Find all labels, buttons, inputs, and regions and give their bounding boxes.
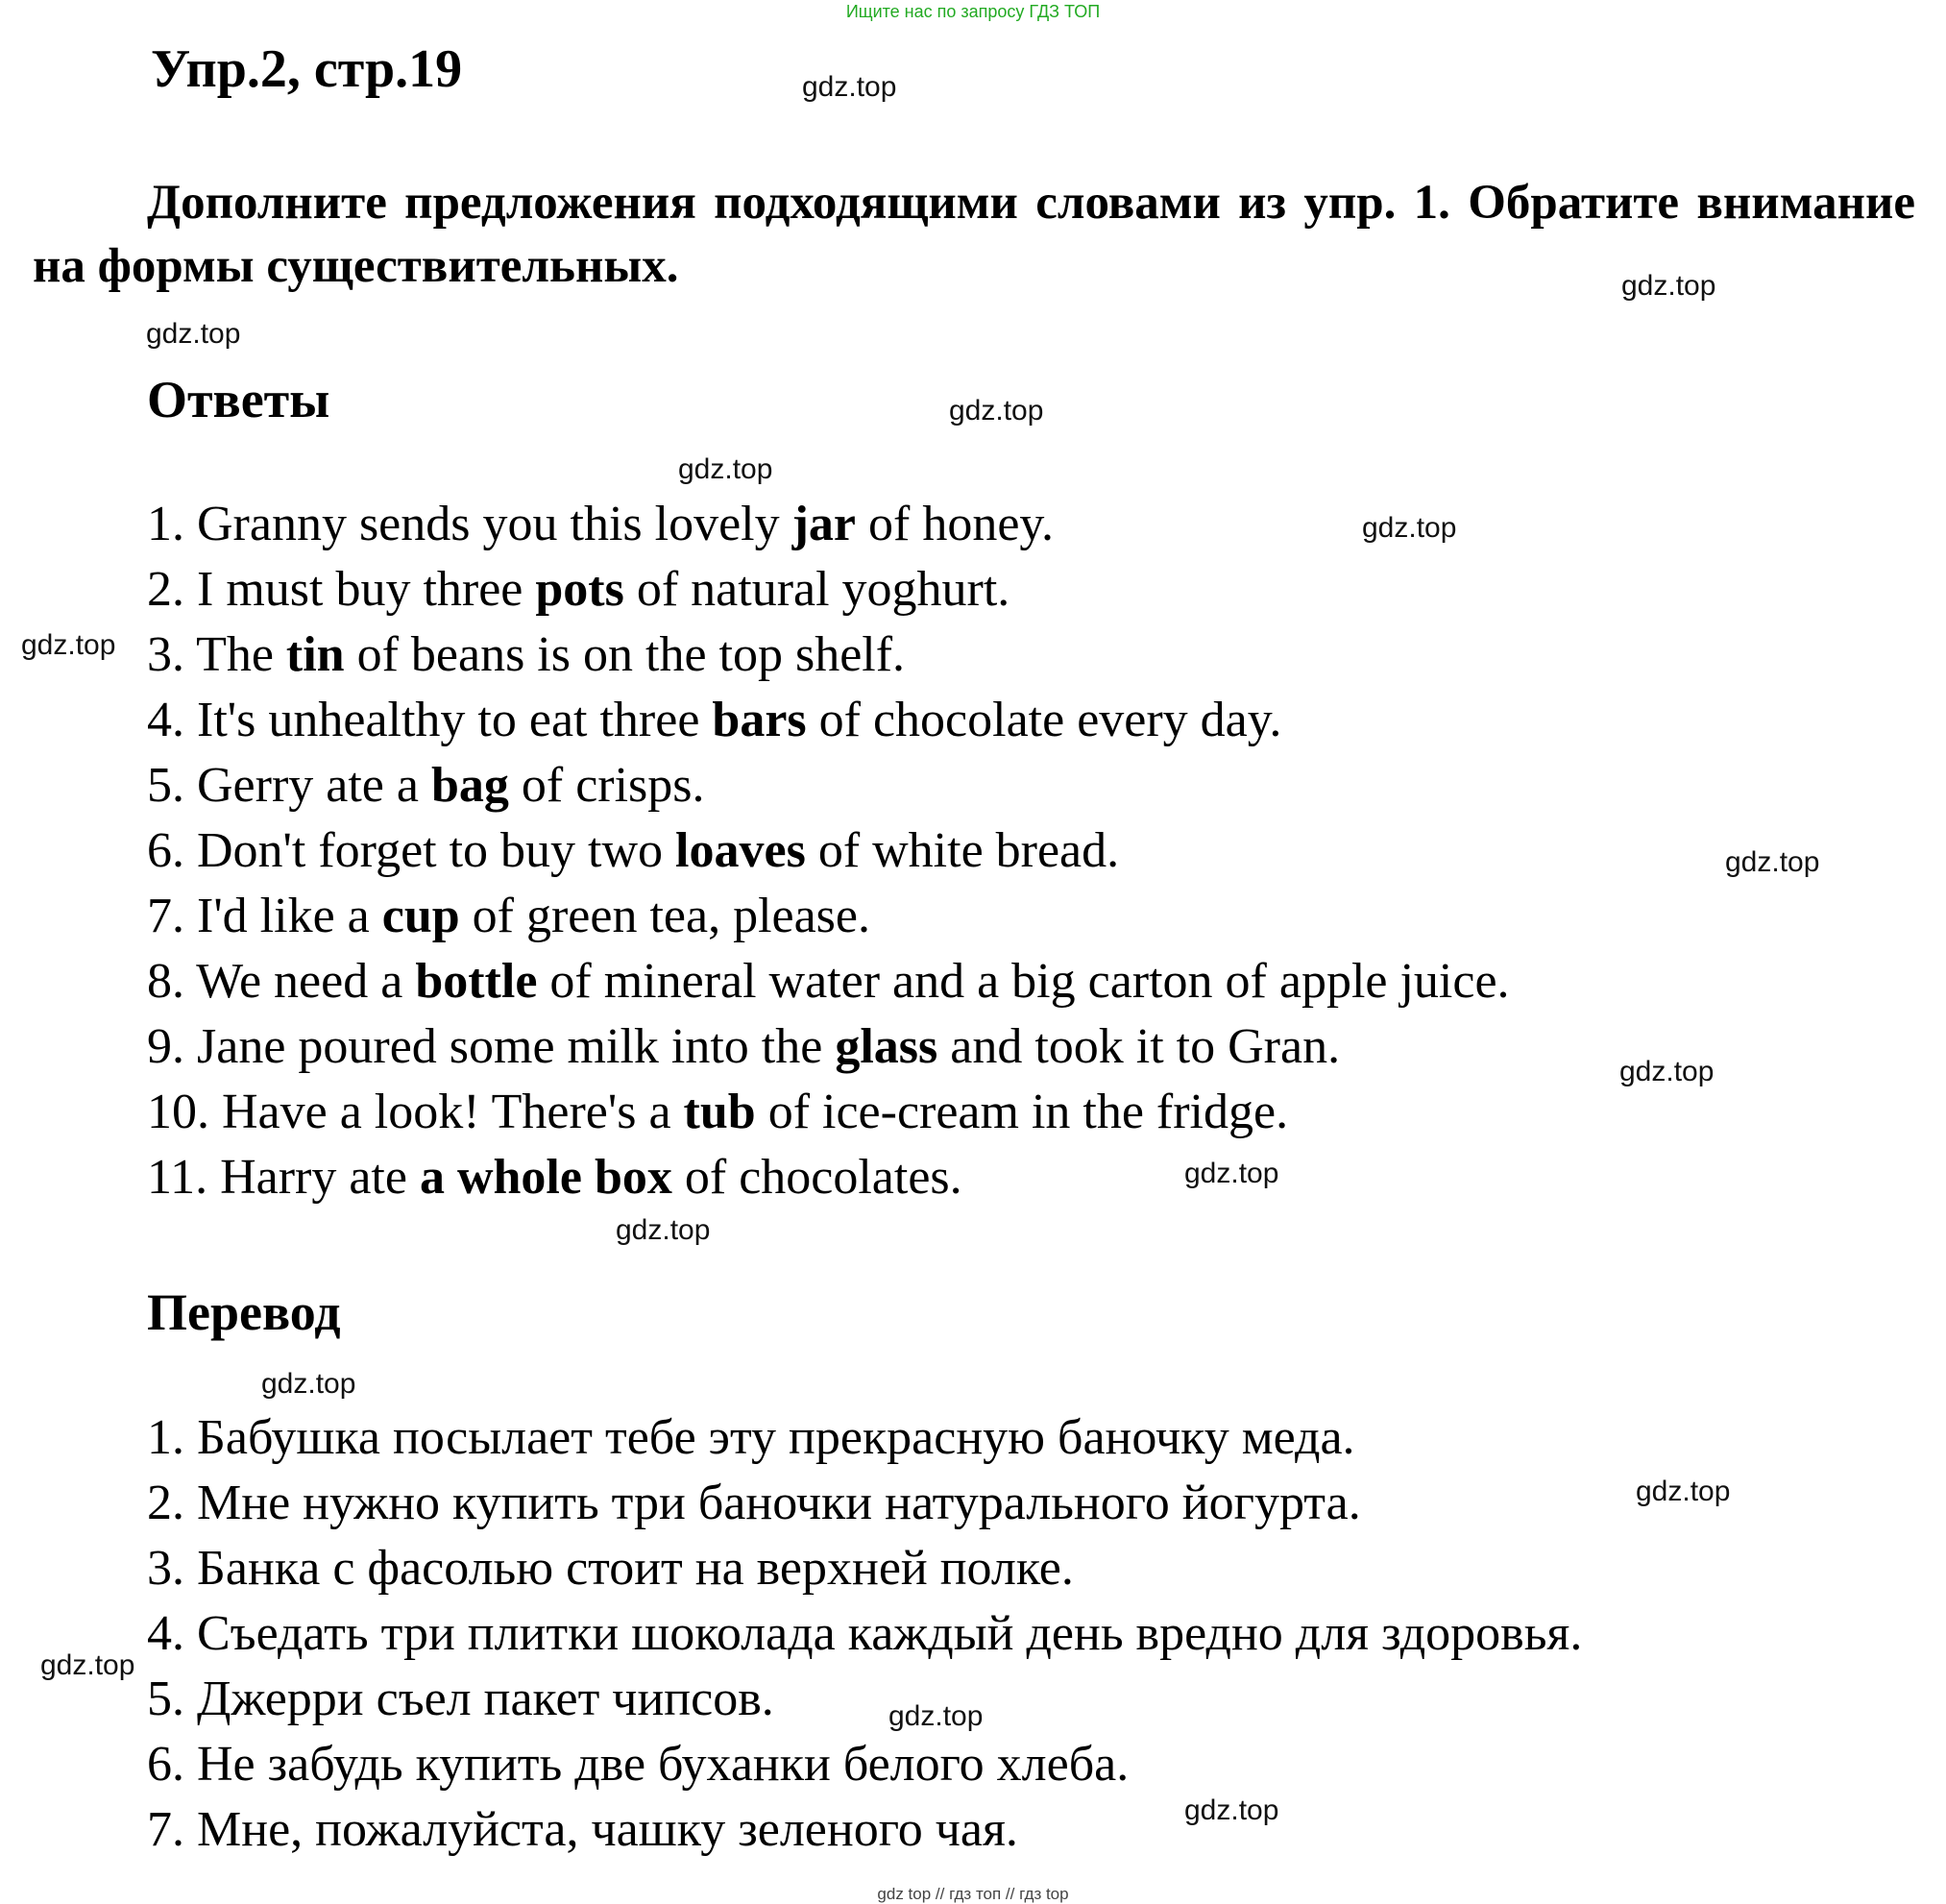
answer-number: 10. [147, 1085, 209, 1139]
answer-number: 1. [147, 497, 184, 551]
watermark: gdz.top [1725, 846, 1820, 878]
answer-line [147, 561, 1009, 618]
watermark: gdz.top [678, 453, 773, 485]
page-title: Упр.2, стр.19 [151, 39, 463, 99]
answer-text: Have a look! There's a [222, 1085, 684, 1139]
answer-text: Granny sends you this lovely [197, 497, 792, 551]
watermark: gdz.top [1362, 512, 1457, 544]
answer-keyword: bars [712, 693, 807, 747]
answer-text: of natural yoghurt. [623, 562, 1010, 617]
footer-text: gdz top // гдз топ // гдз top [877, 1885, 1069, 1903]
answer-number: 6. [147, 823, 184, 878]
translation-line: 2. Мне нужно купить три баночки натурального йогурта. [147, 1476, 1361, 1530]
watermark: gdz.top [1621, 270, 1716, 302]
answer-keyword: glass [835, 1019, 938, 1074]
answer-line [147, 1084, 1288, 1140]
answer-keyword: tub [683, 1085, 756, 1139]
answer-text: of green tea, please. [459, 889, 870, 943]
answer-text: Harry ate [220, 1150, 420, 1205]
answer-keyword: bottle [415, 954, 538, 1009]
answer-line [147, 1018, 1340, 1075]
answer-text: Don't forget to buy two [197, 823, 676, 878]
answer-keyword: a whole box [419, 1150, 672, 1205]
answer-text: The [196, 627, 286, 682]
answer-keyword: pots [535, 562, 624, 617]
watermark: gdz.top [40, 1649, 135, 1681]
answer-keyword: tin [285, 627, 345, 682]
watermark: gdz.top [261, 1368, 356, 1400]
answer-number: 7. [147, 889, 184, 943]
translation-line: 5. Джерри съел пакет чипсов. [147, 1672, 774, 1726]
answer-line [147, 822, 1119, 879]
translation-heading: Перевод [147, 1283, 341, 1341]
answer-number: 11. [147, 1150, 208, 1205]
translation-line: 4. Съедать три плитки шоколада каждый день вредно для здоровья. [147, 1606, 1583, 1661]
answer-text: of mineral water and a big carton of apple juice. [537, 954, 1510, 1009]
answer-number: 9. [147, 1019, 184, 1074]
answer-text: of honey. [856, 497, 1055, 551]
answer-text: of crisps. [508, 758, 705, 813]
instruction-text: Дополните предложения подходящими словами из упр. 1. Обратите внимание на формы существительных. [33, 176, 1915, 293]
answers-heading: Ответы [147, 371, 330, 428]
answer-text: of chocolate every day. [806, 693, 1282, 747]
answer-text: of beans is on the top shelf. [344, 627, 906, 682]
watermark: gdz.top [802, 71, 897, 103]
answer-keyword: cup [381, 889, 460, 943]
translation-line: 1. Бабушка посылает тебе эту прекрасную баночку меда. [147, 1410, 1355, 1465]
answer-line [147, 692, 1281, 748]
watermark: gdz.top [21, 629, 116, 661]
answer-text: We need a [196, 954, 416, 1009]
answer-line [147, 953, 1510, 1010]
watermark: gdz.top [888, 1700, 984, 1732]
translation-line: 3. Банка с фасолью стоит на верхней полке. [147, 1541, 1074, 1596]
answer-line [147, 496, 1054, 552]
answer-text: Jane poured some milk into the [197, 1019, 836, 1074]
answer-line [147, 1149, 962, 1206]
top-search-note: Ищите нас по запросу ГДЗ ТОП [845, 2, 1101, 21]
answer-text: of white bread. [805, 823, 1120, 878]
answer-number: 5. [147, 758, 184, 813]
answer-text: of chocolates. [671, 1150, 962, 1205]
answer-number: 4. [147, 693, 184, 747]
answer-text: and took it to Gran. [937, 1019, 1341, 1074]
answer-line [147, 757, 705, 814]
answer-keyword: bag [430, 758, 509, 813]
answer-text: Gerry ate a [197, 758, 431, 813]
translation-line: 6. Не забудь купить две буханки белого хлеба. [147, 1737, 1130, 1792]
answer-text: I'd like a [197, 889, 382, 943]
answer-number: 2. [147, 562, 184, 617]
answer-keyword: jar [791, 497, 857, 551]
answer-keyword: loaves [675, 823, 806, 878]
translation-line: 7. Мне, пожалуйста, чашку зеленого чая. [147, 1802, 1018, 1857]
answer-text: It's unhealthy to eat three [197, 693, 713, 747]
watermark: gdz.top [146, 318, 241, 350]
watermark: gdz.top [1184, 1794, 1279, 1826]
answer-number: 8. [147, 954, 184, 1009]
answer-number: 3. [147, 627, 184, 682]
answer-line [147, 626, 905, 683]
answer-line [147, 888, 870, 944]
watermark: gdz.top [1184, 1158, 1279, 1189]
watermark: gdz.top [616, 1214, 711, 1246]
watermark: gdz.top [1619, 1056, 1715, 1087]
answer-text: of ice-cream in the fridge. [755, 1085, 1289, 1139]
watermark: gdz.top [1636, 1476, 1731, 1507]
watermark: gdz.top [949, 395, 1044, 427]
answer-text: I must buy three [197, 562, 536, 617]
